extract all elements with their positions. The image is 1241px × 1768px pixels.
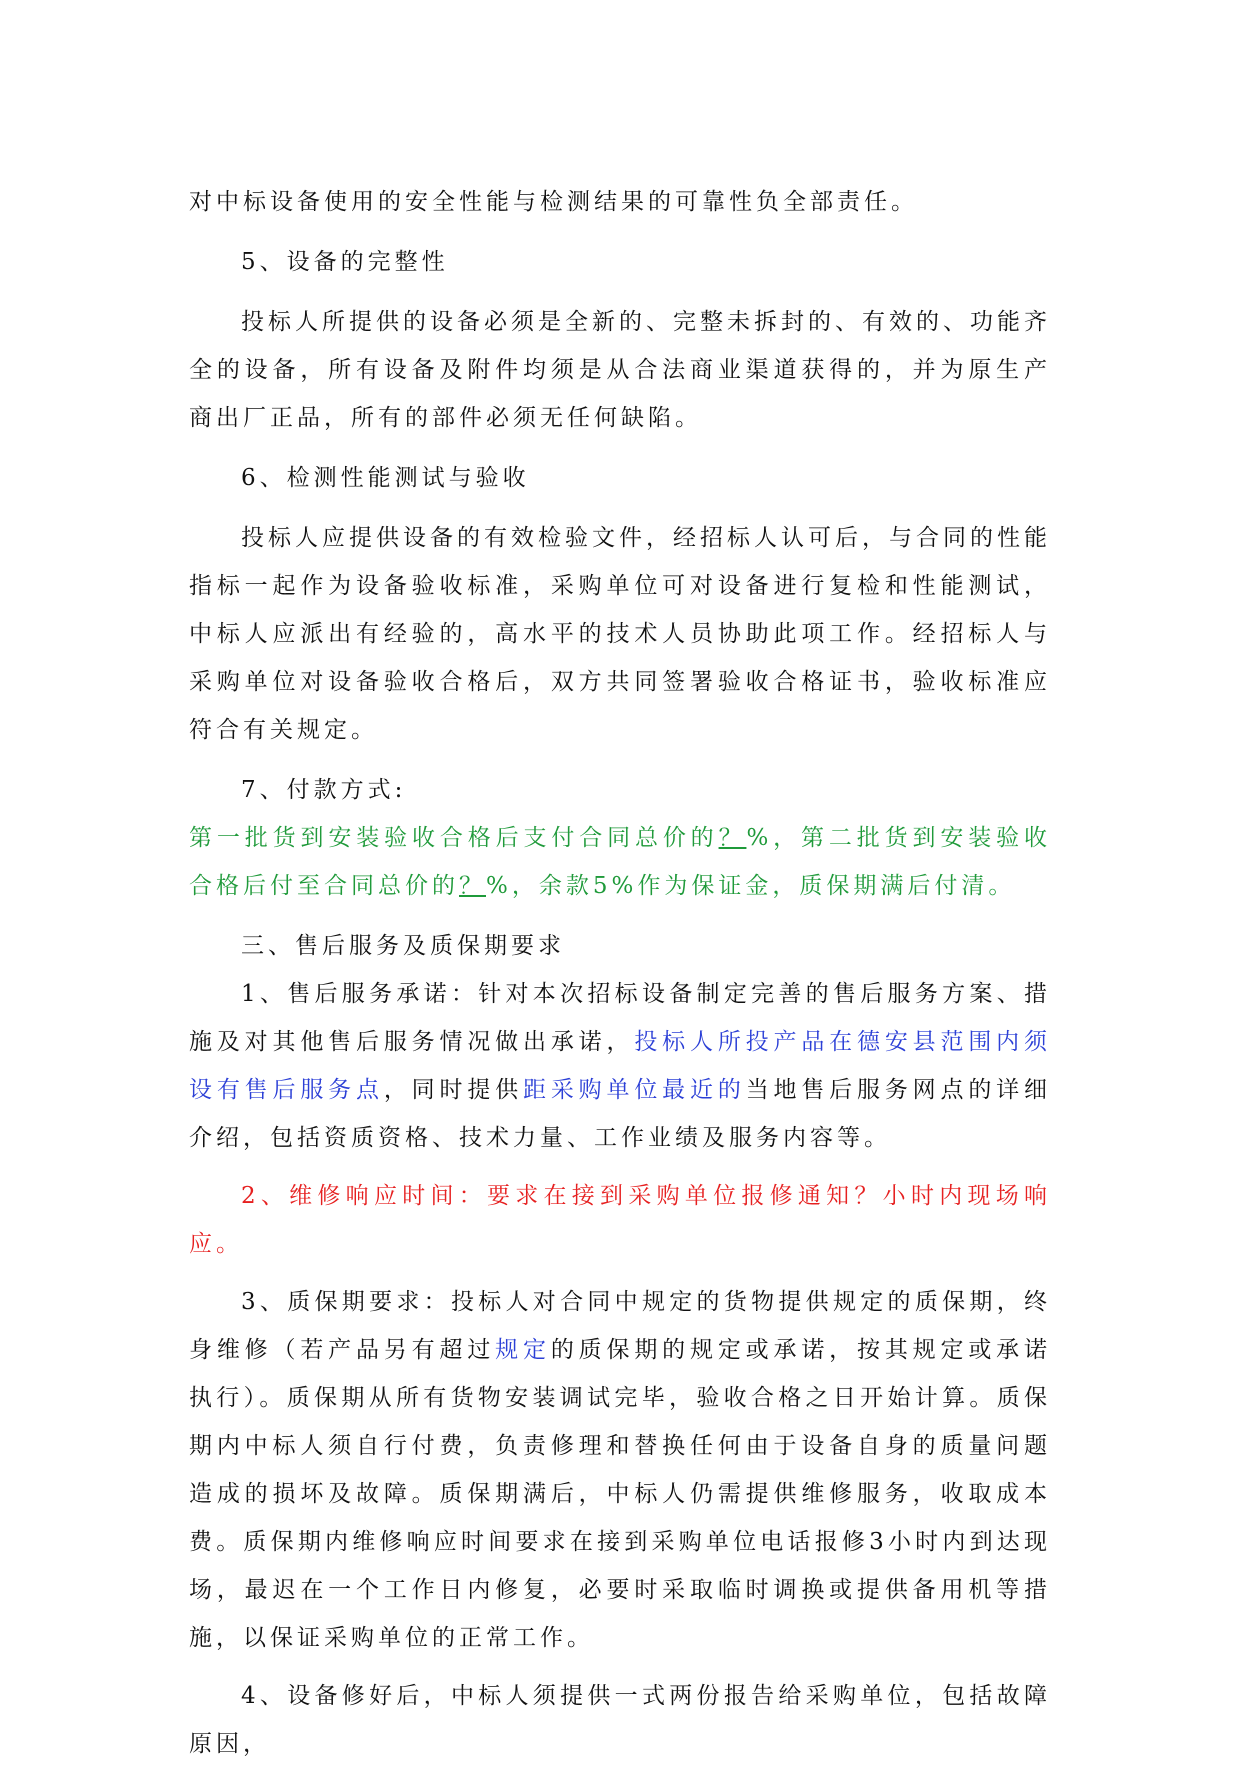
paragraph-payment [189, 814, 1051, 910]
document-body [189, 178, 1051, 1768]
heading-completeness: 5、设备的完整性 [241, 249, 449, 275]
paragraph-service-commitment [189, 970, 1051, 1162]
service-highlight-local-point: 投标人所投产品在德安县范围内须设有售后服务点 [189, 1029, 1052, 1103]
payment-text-b: %，第二批货到安装验收合格后付至合同总价的 [189, 825, 1052, 899]
payment-text-a: 第一批货到安装验收合格后支付合同总价的 [189, 825, 719, 851]
payment-blank-2: ？ [459, 873, 486, 899]
payment-blank-1: ？ [718, 825, 747, 851]
paragraph-response-time: 2、维修响应时间：要求在接到采购单位报修通知？小时内现场响应。 [189, 1183, 1051, 1257]
service-text-c: 当地售后服务网点的详细介绍，包括资质资格、技术力量、工作业绩及服务内容等。 [189, 1077, 1052, 1151]
service-text-b: ，同时提供 [383, 1077, 524, 1103]
heading-payment: 7、付款方式: [241, 777, 407, 803]
paragraph-responsibility: 对中标设备使用的安全性能与检测结果的可靠性负全部责任。 [189, 189, 918, 215]
paragraph-warranty [189, 1278, 1051, 1662]
heading-testing-acceptance: 6、检测性能测试与验收 [241, 465, 530, 491]
paragraph-testing-acceptance: 投标人应提供设备的有效检验文件，经招标人认可后，与合同的性能指标一起作为设备验收标准，采购单位可对设备进行复检和性能测试，中标人应派出有经验的，高水平的技术人员协助此项工作。经招标人与采购单位对设备验收合格后，双方共同签署验收合格证书，验收标准应符合有关规定。 [189, 525, 1051, 743]
warranty-text-b: 的质保期的规定或承诺，按其规定或承诺执行）。质保期从所有货物安装调试完毕，验收合格之日开始计算。质保期内中标人须自行付费，负责修理和替换任何由于设备自身的质量问题造成的损坏及故障。质保期满后，中标人仍需提供维修服务，收取成本费。质保期内维修响应时间要求在接到采购单位电话报修3小时内到达现场，最迟在一个工作日内修复，必要时采取临时调换或提供备用机等措施，以保证采购单位的正常工作。 [189, 1337, 1052, 1651]
service-text-a: 1、售后服务承诺：针对本次招标设备制定完善的售后服务方案、措施及对其他售后服务情况做出承诺， [189, 981, 1051, 1055]
paragraph-completeness: 投标人所提供的设备必须是全新的、完整未拆封的、有效的、功能齐全的设备，所有设备及附件均须是从合法商业渠道获得的，并为原生产商出厂正品，所有的部件必须无任何缺陷。 [189, 309, 1051, 431]
warranty-highlight-rules: 规定 [495, 1337, 551, 1363]
service-highlight-nearest: 距采购单位最近的 [523, 1077, 746, 1103]
heading-after-sales: 三、售后服务及质保期要求 [241, 933, 565, 959]
warranty-text-a: 3、质保期要求：投标人对合同中规定的货物提供规定的质保期，终身维修（若产品另有超过 [189, 1289, 1051, 1363]
paragraph-repair-report: 4、设备修好后，中标人须提供一式两份报告给采购单位，包括故障原因， [189, 1683, 1051, 1757]
payment-text-c: %，余款5%作为保证金，质保期满后付清。 [486, 873, 1016, 899]
